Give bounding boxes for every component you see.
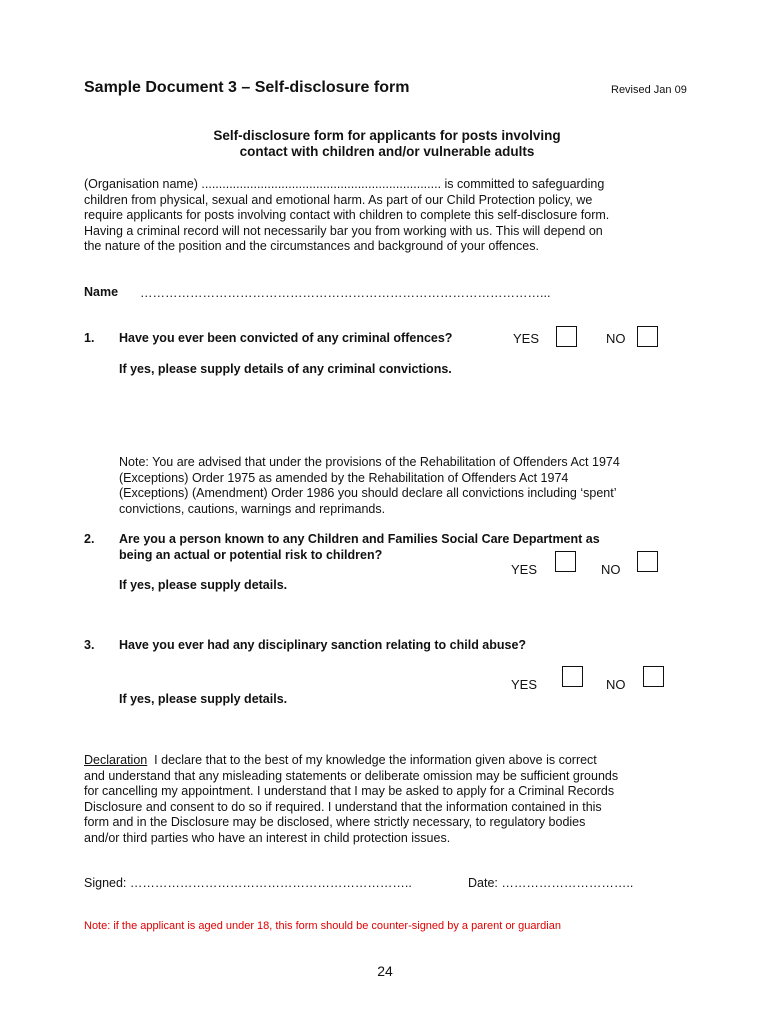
q2-text [119,532,699,563]
q2-yes-checkbox[interactable] [555,551,576,572]
declaration-line: and understand that any misleading statements or deliberate omission may be sufficient grounds [84,768,619,783]
q3-yes-checkbox[interactable] [562,666,583,687]
intro-line: (Organisation name) ..................................................................... is committed to safeguarding [84,177,605,191]
q1-note-line: (Exceptions) Order 1975 as amended by the Rehabilitation of Offenders Act 1974 [119,470,569,485]
q1-detail-prompt: If yes, please supply details of any criminal convictions. [119,362,452,376]
declaration-heading: Declaration [84,753,148,767]
q1-note-line: (Exceptions) (Amendment) Order 1986 you should declare all convictions including ‘spent’ [119,486,617,500]
declaration-line: form and in the Disclosure may be disclosed, where strictly necessary, to regulatory bodies [84,815,586,829]
page-number: 24 [377,963,393,979]
declaration-first-line [84,753,696,769]
page-title: Sample Document 3 – Self-disclosure form [84,79,410,96]
q1-no-label: NO [606,331,626,346]
q3-yes-label: YES [511,677,538,692]
name-field[interactable]: ……………………………………………………………………………………... [140,286,551,300]
q1-text: Have you ever been convicted of any criminal offences? [119,331,453,345]
q1-number: 1. [84,331,95,345]
declaration-paragraph [84,753,696,846]
q1-note [119,455,709,517]
q1-note-line: Note: You are advised that under the provisions of the Rehabilitation of Offenders Act 1974 [119,455,620,469]
q2-yes-label: YES [511,562,538,577]
q3-no-checkbox[interactable] [643,666,664,687]
q3-number: 3. [84,638,95,652]
signed-field[interactable]: Signed: ………………………………………………………….. [84,876,412,890]
q1-no-checkbox[interactable] [637,326,658,347]
declaration-line: and/or third parties who have an interest in child protection issues. [84,830,451,845]
q2-no-checkbox[interactable] [637,551,658,572]
q1-note-line: convictions, cautions, warnings and reprimands. [119,501,386,516]
intro-line: children from physical, sexual and emotional harm. As part of our Child Protection policy, we [84,192,593,207]
intro-line: require applicants for posts involving contact with children to complete this self-disclosure form. [84,208,610,222]
q2-line-2: being an actual or potential risk to children? [119,547,383,562]
declaration-line: I declare that to the best of my knowledge the information given above is correct [147,753,597,767]
q2-details-area[interactable] [119,596,694,634]
date-field[interactable]: Date: ………………………….. [468,876,634,890]
declaration-line: Disclosure and consent to do so if required. I understand that the information contained in this [84,799,602,814]
under-18-note: Note: if the applicant is aged under 18, this form should be counter-signed by a parent or guardian [84,920,561,932]
subtitle-line-2: contact with children and/or vulnerable adults [239,144,535,159]
q3-details-area[interactable] [119,710,694,746]
intro-line: the nature of the position and the circumstances and background of your offences. [84,239,539,253]
q3-text: Have you ever had any disciplinary sanction relating to child abuse? [119,638,527,652]
intro-line: Having a criminal record will not necessarily bar you from working with us. This will depend on [84,223,603,238]
q3-no-label: NO [606,677,626,692]
subtitle-line-1: Self-disclosure form for applicants for posts involving [213,128,561,143]
intro-paragraph [84,177,696,255]
q2-detail-prompt: If yes, please supply details. [119,578,288,592]
form-subtitle [84,128,690,160]
q2-number: 2. [84,532,95,546]
q1-details-area[interactable] [119,382,694,450]
q2-no-label: NO [601,562,621,577]
q2-line-1: Are you a person known to any Children and Families Social Care Department as [119,532,600,546]
declaration-line: for cancelling my appointment. I understand that I may be asked to apply for a Criminal Records [84,784,615,798]
q1-yes-label: YES [513,331,540,346]
name-label: Name [84,285,119,299]
q1-yes-checkbox[interactable] [556,326,577,347]
revision-date: Revised Jan 09 [611,84,687,96]
q3-detail-prompt: If yes, please supply details. [119,692,288,706]
